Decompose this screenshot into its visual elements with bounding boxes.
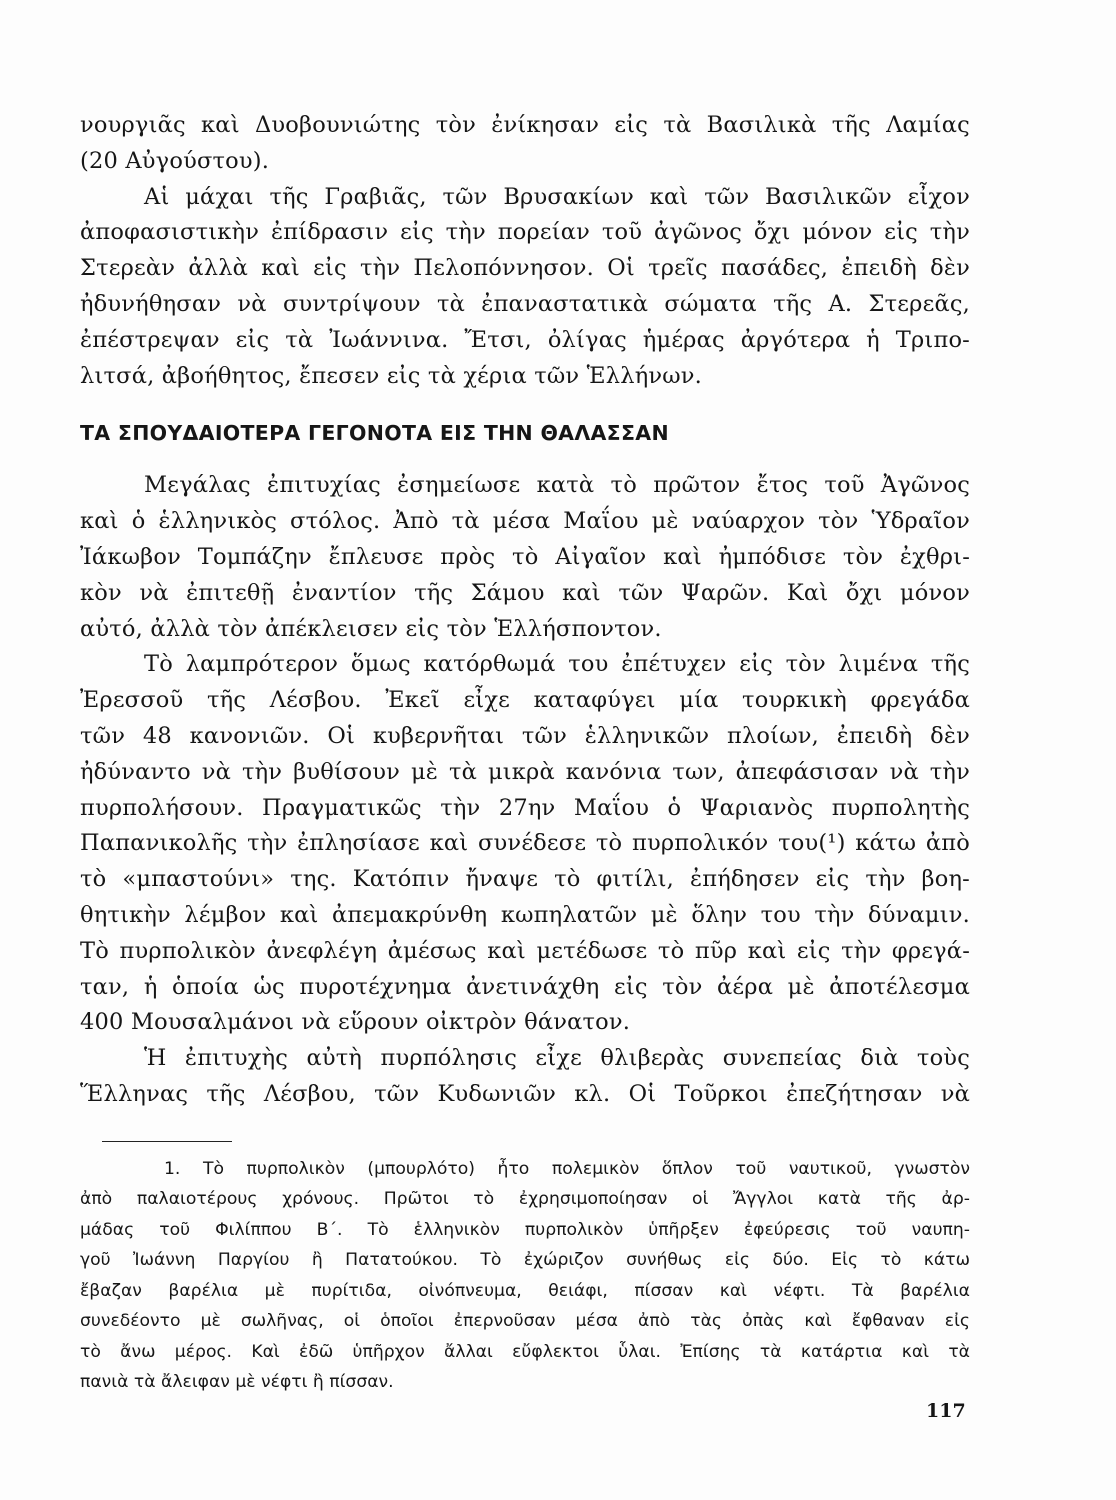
footnote-line: πανιὰ τὰ ἄλειφαν μὲ νέφτι ἢ πίσσαν. [80,1372,394,1393]
text-line: Αἱ μάχαι τῆς Γραβιᾶς, τῶν Βρυσακίων καὶ τῶν Βασιλικῶν εἶχον [144,183,970,210]
text-line: καὶ ὁ ἑλληνικὸς στόλος. Ἀπὸ τὰ μέσα Μαΐου μὲ ναύαρχον τὸν Ὑδραῖον [80,508,970,535]
text-line: ἀποφασιστικὴν ἐπίδρασιν εἰς τὴν πορείαν τοῦ ἀγῶνος ὄχι μόνον εἰς τὴν [80,219,970,246]
text-line: θητικὴν λέμβον καὶ ἀπεμακρύνθη κωπηλατῶν μὲ ὅλην του τὴν δύναμιν. [80,901,970,928]
paragraph-5 [80,1041,970,1113]
footnote-line: γοῦ Ἰωάννη Παργίου ἢ Πατατούκου. Τὸ ἐχώριζον συνήθως εἰς δύο. Εἰς τὸ κάτω [80,1250,970,1271]
paragraph-4 [80,647,970,1041]
footnote-divider [102,1141,232,1142]
text-line: κὸν νὰ ἐπιτεθῇ ἐναντίον τῆς Σάμου καὶ τῶν Ψαρῶν. Καὶ ὄχι μόνον [80,579,970,606]
text-line: Τὸ λαμπρότερον ὅμως κατόρθωμά του ἐπέτυχεν εἰς τὸν λιμένα τῆς [144,651,970,678]
text-line: Ἕλληνας τῆς Λέσβου, τῶν Κυδωνιῶν κλ. Οἱ Τοῦρκοι ἐπεζήτησαν νὰ [80,1080,970,1107]
text-line: ἠδύναντο νὰ τὴν βυθίσουν μὲ τὰ μικρὰ κανόνια των, ἀπεφάσισαν νὰ τὴν [80,758,970,785]
paragraph-2 [80,180,970,395]
text-line: τὸ «μπαστούνι» της. Κατόπιν ἤναψε τὸ φιτίλι, ἐπήδησεν εἰς τὴν βοη- [80,866,970,893]
text-line: Τὸ πυρπολικὸν ἀνεφλέγη ἀμέσως καὶ μετέδωσε τὸ πῦρ καὶ εἰς τὴν φρεγά- [80,937,970,964]
footnote-line: ἀπὸ παλαιοτέρους χρόνους. Πρῶτοι τὸ ἐχρησιμοποίησαν οἱ Ἄγγλοι κατὰ τῆς ἀρ- [80,1189,970,1210]
text-line: λιτσά, ἀβοήθητος, ἔπεσεν εἰς τὰ χέρια τῶν Ἑλλήνων. [80,362,703,389]
text-line: Ἐρεσσοῦ τῆς Λέσβου. Ἐκεῖ εἶχε καταφύγει μία τουρκικὴ φρεγάδα [80,687,970,714]
main-text [80,108,970,1398]
text-line: Στερεὰν ἀλλὰ καὶ εἰς τὴν Πελοπόννησον. Οἱ τρεῖς πασάδες, ἐπειδὴ δὲν [80,255,970,282]
text-line: (20 Αὐγούστου). [80,147,270,174]
paragraph-1 [80,108,970,180]
text-line: Μεγάλας ἐπιτυχίας ἐσημείωσε κατὰ τὸ πρῶτον ἔτος τοῦ Ἀγῶνος [144,472,970,499]
footnote-line: ἔβαζαν βαρέλια μὲ πυρίτιδα, οἰνόπνευμα, θειάφι, πίσσαν καὶ νέφτι. Τὰ βαρέλια [80,1280,970,1301]
text-line: πυρπολήσουν. Πραγματικῶς τὴν 27ην Μαΐου ὁ Ψαριανὸς πυρπολητὴς [80,794,970,821]
text-line: ἐπέστρεψαν εἰς τὰ Ἰωάννινα. Ἔτσι, ὀλίγας ἡμέρας ἀργότερα ἡ Τριπο- [80,326,970,353]
text-line: Ἰάκωβον Τομπάζην ἔπλευσε πρὸς τὸ Αἰγαῖον καὶ ἠμπόδισε τὸν ἐχθρι- [80,543,970,570]
page-number: 117 [926,1400,966,1422]
text-line: αὐτό, ἀλλὰ τὸν ἀπέκλεισεν εἰς τὸν Ἑλλήσποντον. [80,615,662,642]
paragraph-3 [80,468,970,647]
text-line: ἠδυνήθησαν νὰ συντρίψουν τὰ ἐπαναστατικὰ σώματα τῆς Α. Στερεᾶς, [80,290,970,317]
footnote-line: τὸ ἄνω μέρος. Καὶ ἐδῶ ὑπῆρχον ἄλλαι εὔφλεκτοι ὗλαι. Ἐπίσης τὰ κατάρτια καὶ τὰ [80,1341,970,1362]
footnote-line: 1. Τὸ πυρπολικὸν (μπουρλότο) ἦτο πολεμικὸν ὅπλον τοῦ ναυτικοῦ, γνωστὸν [164,1158,970,1179]
text-line: Ἡ ἐπιτυχὴς αὐτὴ πυρπόλησις εἶχε θλιβερὰς συνεπείας διὰ τοὺς [144,1045,970,1072]
footnote [80,1154,970,1398]
section-heading: ΤΑ ΣΠΟΥΔΑΙΟΤΕΡΑ ΓΕΓΟΝΟΤΑ ΕΙΣ ΤΗΝ ΘΑΛΑΣΣΑΝ [80,421,669,446]
text-line: Παπανικολῆς τὴν ἐπλησίασε καὶ συνέδεσε τὸ πυρπολικόν του(¹) κάτω ἀπὸ [80,830,970,857]
footnote-line: μάδας τοῦ Φιλίππου Β΄. Τὸ ἑλληνικὸν πυρπολικὸν ὑπῆρξεν ἐφεύρεσις τοῦ ναυπη- [80,1219,970,1240]
footnote-line: συνεδέοντο μὲ σωλῆνας, οἱ ὁποῖοι ἐπερνοῦσαν μέσα ἀπὸ τὰς ὀπὰς καὶ ἔφθαναν εἰς [80,1311,970,1332]
text-line: νουργιᾶς καὶ Δυοβουνιώτης τὸν ἐνίκησαν εἰς τὰ Βασιλικὰ τῆς Λαμίας [80,112,970,138]
text-line: τῶν 48 κανονιῶν. Οἱ κυβερνῆται τῶν ἑλληνικῶν πλοίων, ἐπειδὴ δὲν [80,722,970,749]
text-line: 400 Μουσαλμάνοι νὰ εὕρουν οἰκτρὸν θάνατον. [80,1009,631,1036]
text-line: ταν, ἡ ὁποία ὡς πυροτέχνημα ἀνετινάχθη εἰς τὸν ἀέρα μὲ ἀποτέλεσμα [80,973,970,1000]
